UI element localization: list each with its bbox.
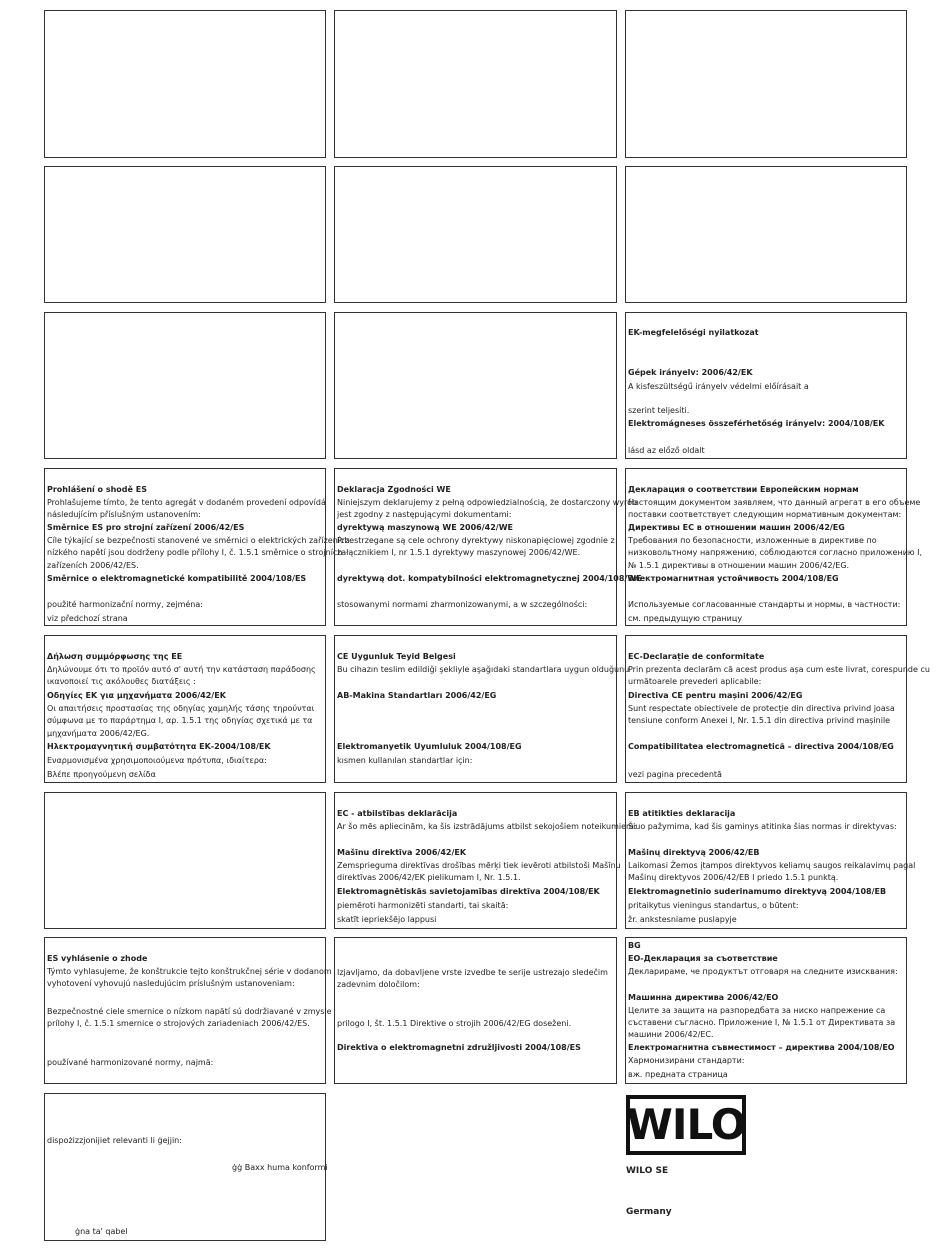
sl-text: zadevnim določilom:	[337, 980, 420, 989]
pl-text: Przestrzegane są cele ochrony dyrektywy niskonapięciowej zgodnie z	[337, 536, 615, 545]
sk-title: ES vyhlásenie o zhode	[47, 954, 148, 963]
cz-machinery-directive: Směrnice ES pro strojní zařízení 2006/42/ES	[47, 523, 245, 532]
sk-text: používané harmonizované normy, najmä:	[47, 1058, 214, 1067]
sk-text: prílohy I, č. 1.5.1 smernice o strojových zariadeniach 2006/42/ES.	[47, 1019, 310, 1028]
tr-text: kısmen kullanılan standartlar için:	[337, 756, 473, 765]
declaration-box-empty	[44, 10, 326, 158]
cz-emc-directive: Směrnice o elektromagnetické kompatibilitě 2004/108/ES	[47, 574, 307, 583]
ru-title: Декларация о соответствии Европейским нормам	[628, 485, 859, 494]
lv-text: skatīt iepriekšējo lappusi	[337, 915, 437, 924]
ru-text: № 1.5.1 директивы в отношении машин 2006/42/EG.	[628, 561, 850, 570]
pl-text: stosowanymi normami zharmonizowanymi, a w szczególności:	[337, 600, 588, 609]
declaration-box-empty	[44, 166, 326, 303]
gr-text: μηχανήματα 2006/42/ΕG.	[47, 729, 150, 738]
wilo-logo-text: WILO	[626, 1100, 746, 1149]
bg-title: ЕО-Декларация за съответствие	[628, 954, 778, 963]
ro-machinery-directive: Directiva CE pentru mașini 2006/42/EG	[628, 691, 803, 700]
ro-text: tensiune conform Anexei I, Nr. 1.5.1 din directiva privind mașinile	[628, 716, 891, 725]
bg-code: BG	[628, 941, 641, 950]
cz-text: viz předchozí strana	[47, 614, 128, 623]
declaration-box-lt	[625, 792, 916, 929]
hu-text: lásd az előző oldalt	[628, 446, 705, 455]
mt-text: ġna ta' qabel	[75, 1227, 128, 1236]
ru-text: Настоящим документом заявляем, что данный агрегат в его объеме	[628, 498, 921, 507]
lt-title: EB atitikties deklaracija	[628, 809, 736, 818]
ru-text: Используемые согласованные стандарты и нормы, в частности:	[628, 600, 901, 609]
bg-text: съставени съгласно. Приложение I, № 1.5.1 от Директивата за	[628, 1018, 896, 1027]
gr-text: Εναρμονισμένα χρησιμοποιούμενα πρότυπα, ιδιαίτερα:	[47, 756, 267, 765]
sk-text: Bezpečnostné ciele smernice o nízkom napätí sú dodržiavané v zmysle	[47, 1007, 332, 1016]
cz-text: Prohlašujeme tímto, že tento agregát v dodaném provedení odpovídá	[47, 498, 326, 507]
bg-text: машини 2006/42/ЕС.	[628, 1030, 714, 1039]
lt-emc-directive: Elektromagnetinio suderinamumo direktyvą 2004/108/EB	[628, 887, 887, 896]
declaration-box-mt	[44, 1093, 326, 1241]
gr-text: Βλέπε προηγούμενη σελίδα	[47, 770, 156, 779]
bg-text: Целите за защита на разпоредбата за ниско напрежение са	[628, 1006, 886, 1015]
pl-machinery-directive: dyrektywą maszynową WE 2006/42/WE	[337, 523, 513, 532]
company-country: Germany	[626, 1207, 672, 1217]
declaration-box-empty	[334, 166, 617, 303]
hu-text: A kisfeszültségű irányelv védelmi előírásait a	[628, 382, 809, 391]
lt-text: Laikomasi Žemos įtampos direktyvos keliamų saugos reikalavimų pagal	[628, 861, 916, 870]
sk-text: vyhotovení vyhovujú nasledujúcim príslušným ustanoveniam:	[47, 979, 295, 988]
ru-machinery-directive: Директивы ЕС в отношении машин 2006/42/EG	[628, 523, 845, 532]
hu-title: EK-megfelelőségi nyilatkozat	[628, 328, 759, 337]
cz-text: nízkého napětí jsou dodrženy podle přílohy I, č. 1.5.1 směrnice o strojních	[47, 548, 343, 557]
declaration-box-empty	[625, 10, 907, 158]
gr-title: Δήλωση συμμόρφωσης της ΕΕ	[47, 652, 183, 661]
gr-text: Οι απαιτήσεις προστασίας της οδηγίας χαμηλής τάσης τηρούνται	[47, 704, 315, 713]
bg-text: Декларираме, че продуктът отговаря на следните изисквания:	[628, 967, 898, 976]
pl-text: jest zgodny z następującymi dokumentami:	[337, 510, 512, 519]
ro-text: următoarele prevederi aplicabile:	[628, 677, 762, 686]
bg-text: вж. предната страница	[628, 1070, 728, 1079]
declaration-box-empty	[44, 312, 326, 459]
ru-text: низковольтному напряжению, соблюдаются согласно приложению I,	[628, 548, 923, 557]
pl-text: Niniejszym deklarujemy z pełną odpowiedzialnością, że dostarczony wyrób	[337, 498, 638, 507]
company-name: WILO SE	[626, 1166, 669, 1176]
declaration-box-empty	[44, 792, 326, 929]
cz-text: zařízeních 2006/42/ES.	[47, 561, 139, 570]
gr-text: ικανοποιεί τις ακόλουθες διατάξεις :	[47, 677, 196, 686]
declaration-box-cz	[44, 468, 350, 626]
ru-emc-directive: Электромагнитная устойчивость 2004/108/EG	[628, 574, 839, 583]
ro-emc-directive: Compatibilitatea electromagnetică – directiva 2004/108/EG	[628, 742, 894, 751]
ru-text: Требования по безопасности, изложенные в директиве по	[628, 536, 877, 545]
cz-title: Prohlášení o shodě ES	[47, 485, 147, 494]
lv-text: Ar šo mēs apliecinām, ka šis izstrādājums atbilst sekojošiem noteikumiem:	[337, 822, 637, 831]
bg-text: Хармонизирани стандарти:	[628, 1056, 745, 1065]
lv-text: piemēroti harmonizēti standarti, tai skaitā:	[337, 901, 509, 910]
lt-text: pritaikytus vieningus standartus, o būtent:	[628, 901, 799, 910]
cz-text: použité harmonizační normy, zejména:	[47, 600, 203, 609]
sl-emc-directive: Direktiva o elektromagnetni združljivosti 2004/108/ES	[337, 1043, 581, 1052]
ru-text: поставки соответствует следующим нормативным документам:	[628, 510, 902, 519]
lv-text: Zemsprieguma direktīvas drošības mērķi tiek ievēroti atbilstoši Mašīnu	[337, 861, 621, 870]
gr-emc-directive: Ηλεκτρομαγνητική συμβατότητα ΕΚ-2004/108/ΕΚ	[47, 742, 271, 751]
sl-text: prilogo I, št. 1.5.1 Direktive o strojih 2006/42/EG doseženi.	[337, 1019, 572, 1028]
sk-text: Týmto vyhlasujeme, že konštrukcie tejto konštrukčnej série v dodanom	[47, 967, 332, 976]
declaration-box-empty	[334, 10, 617, 158]
cz-text: následujícím příslušným ustanovením:	[47, 510, 201, 519]
declaration-box-lv	[334, 792, 637, 929]
lt-text: Šiuo pažymima, kad šis gaminys atitinka šias normas ir direktyvas:	[628, 822, 897, 831]
pl-title: Deklaracja Zgodności WE	[337, 485, 451, 494]
declaration-box-gr	[44, 635, 326, 783]
mt-text: ġġ Baxx huma konformi	[232, 1163, 328, 1172]
bg-emc-directive: Електромагнитна съвместимост – директива 2004/108/ЕО	[628, 1043, 895, 1052]
bg-machinery-directive: Машинна директива 2006/42/EO	[628, 993, 779, 1002]
hu-text: szerint teljesíti.	[628, 406, 690, 415]
ro-text: vezi pagina precedentă	[628, 770, 722, 779]
ro-text: Prin prezenta declarăm că acest produs așa cum este livrat, corespunde cu	[628, 665, 930, 674]
declaration-box-ru	[625, 468, 923, 626]
declaration-box-pl	[334, 468, 642, 626]
declaration-box-sk	[44, 937, 332, 1084]
tr-title: CE Uygunluk Teyid Belgesi	[337, 652, 456, 661]
sl-text: Izjavljamo, da dobavljene vrste izvedbe te serije ustrezajo sledečim	[337, 968, 608, 977]
declaration-box-empty	[625, 166, 907, 303]
wilo-logo	[626, 1095, 746, 1155]
lv-title: EC - atbilstības deklarācija	[337, 809, 458, 818]
declaration-box-tr	[334, 635, 630, 783]
lt-text: žr. ankstesniame puslapyje	[628, 915, 737, 924]
declaration-box-bg	[625, 937, 907, 1084]
gr-text: Δηλώνουμε ότι το προϊόν αυτό σ' αυτή την κατάσταση παράδοσης	[47, 665, 316, 674]
tr-text: Bu cihazın teslim edildiği şekliyle aşağıdaki standartlara uygun olduğunu	[337, 665, 630, 674]
cz-text: Cíle týkající se bezpečnosti stanovené ve směrnici o elektrických zařízeních	[47, 536, 350, 545]
ro-title: EC-Declarație de conformitate	[628, 652, 765, 661]
ro-text: Sunt respectate obiectivele de protecție din directiva privind joasa	[628, 704, 895, 713]
lv-emc-directive: Elektromagnētiskās savietojamības direktīva 2004/108/EK	[337, 887, 600, 896]
declaration-box-hu	[625, 312, 907, 459]
ru-text: см. предыдущую страницу	[628, 614, 743, 623]
declaration-box-sl	[334, 937, 617, 1084]
gr-text: σύμφωνα με το παράρτημα I, αρ. 1.5.1 της οδηγίας σχετικά με τα	[47, 716, 313, 725]
lt-text: Mašinų direktyvos 2006/42/EB I priedo 1.5.1 punktą.	[628, 873, 839, 882]
tr-emc-directive: Elektromanyetik Uyumluluk 2004/108/EG	[337, 742, 522, 751]
hu-emc-directive: Elektromágneses összeférhetőség irányelv: 2004/108/EK	[628, 419, 885, 428]
pl-emc-directive: dyrektywą dot. kompatybilności elektromagnetycznej 2004/108/WE	[337, 574, 642, 583]
mt-text: dispożizzjonijiet relevanti li ġejjin:	[47, 1136, 182, 1145]
tr-machinery-directive: AB-Makina Standartları 2006/42/EG	[337, 691, 497, 700]
gr-machinery-directive: Οδηγίες ΕΚ για μηχανήματα 2006/42/ΕΚ	[47, 691, 226, 700]
lt-machinery-directive: Mašinų direktyvą 2006/42/EB	[628, 848, 760, 857]
hu-machinery-directive: Gépek irányelv: 2006/42/EK	[628, 368, 753, 377]
lv-text: direktīvas 2006/42/EK pielikumam I, Nr. 1.5.1.	[337, 873, 521, 882]
declaration-box-ro	[625, 635, 930, 783]
declaration-box-empty	[334, 312, 617, 459]
lv-machinery-directive: Mašīnu direktīva 2006/42/EK	[337, 848, 467, 857]
pl-text: załącznikiem I, nr 1.5.1 dyrektywy maszynowej 2006/42/WE.	[337, 548, 581, 557]
